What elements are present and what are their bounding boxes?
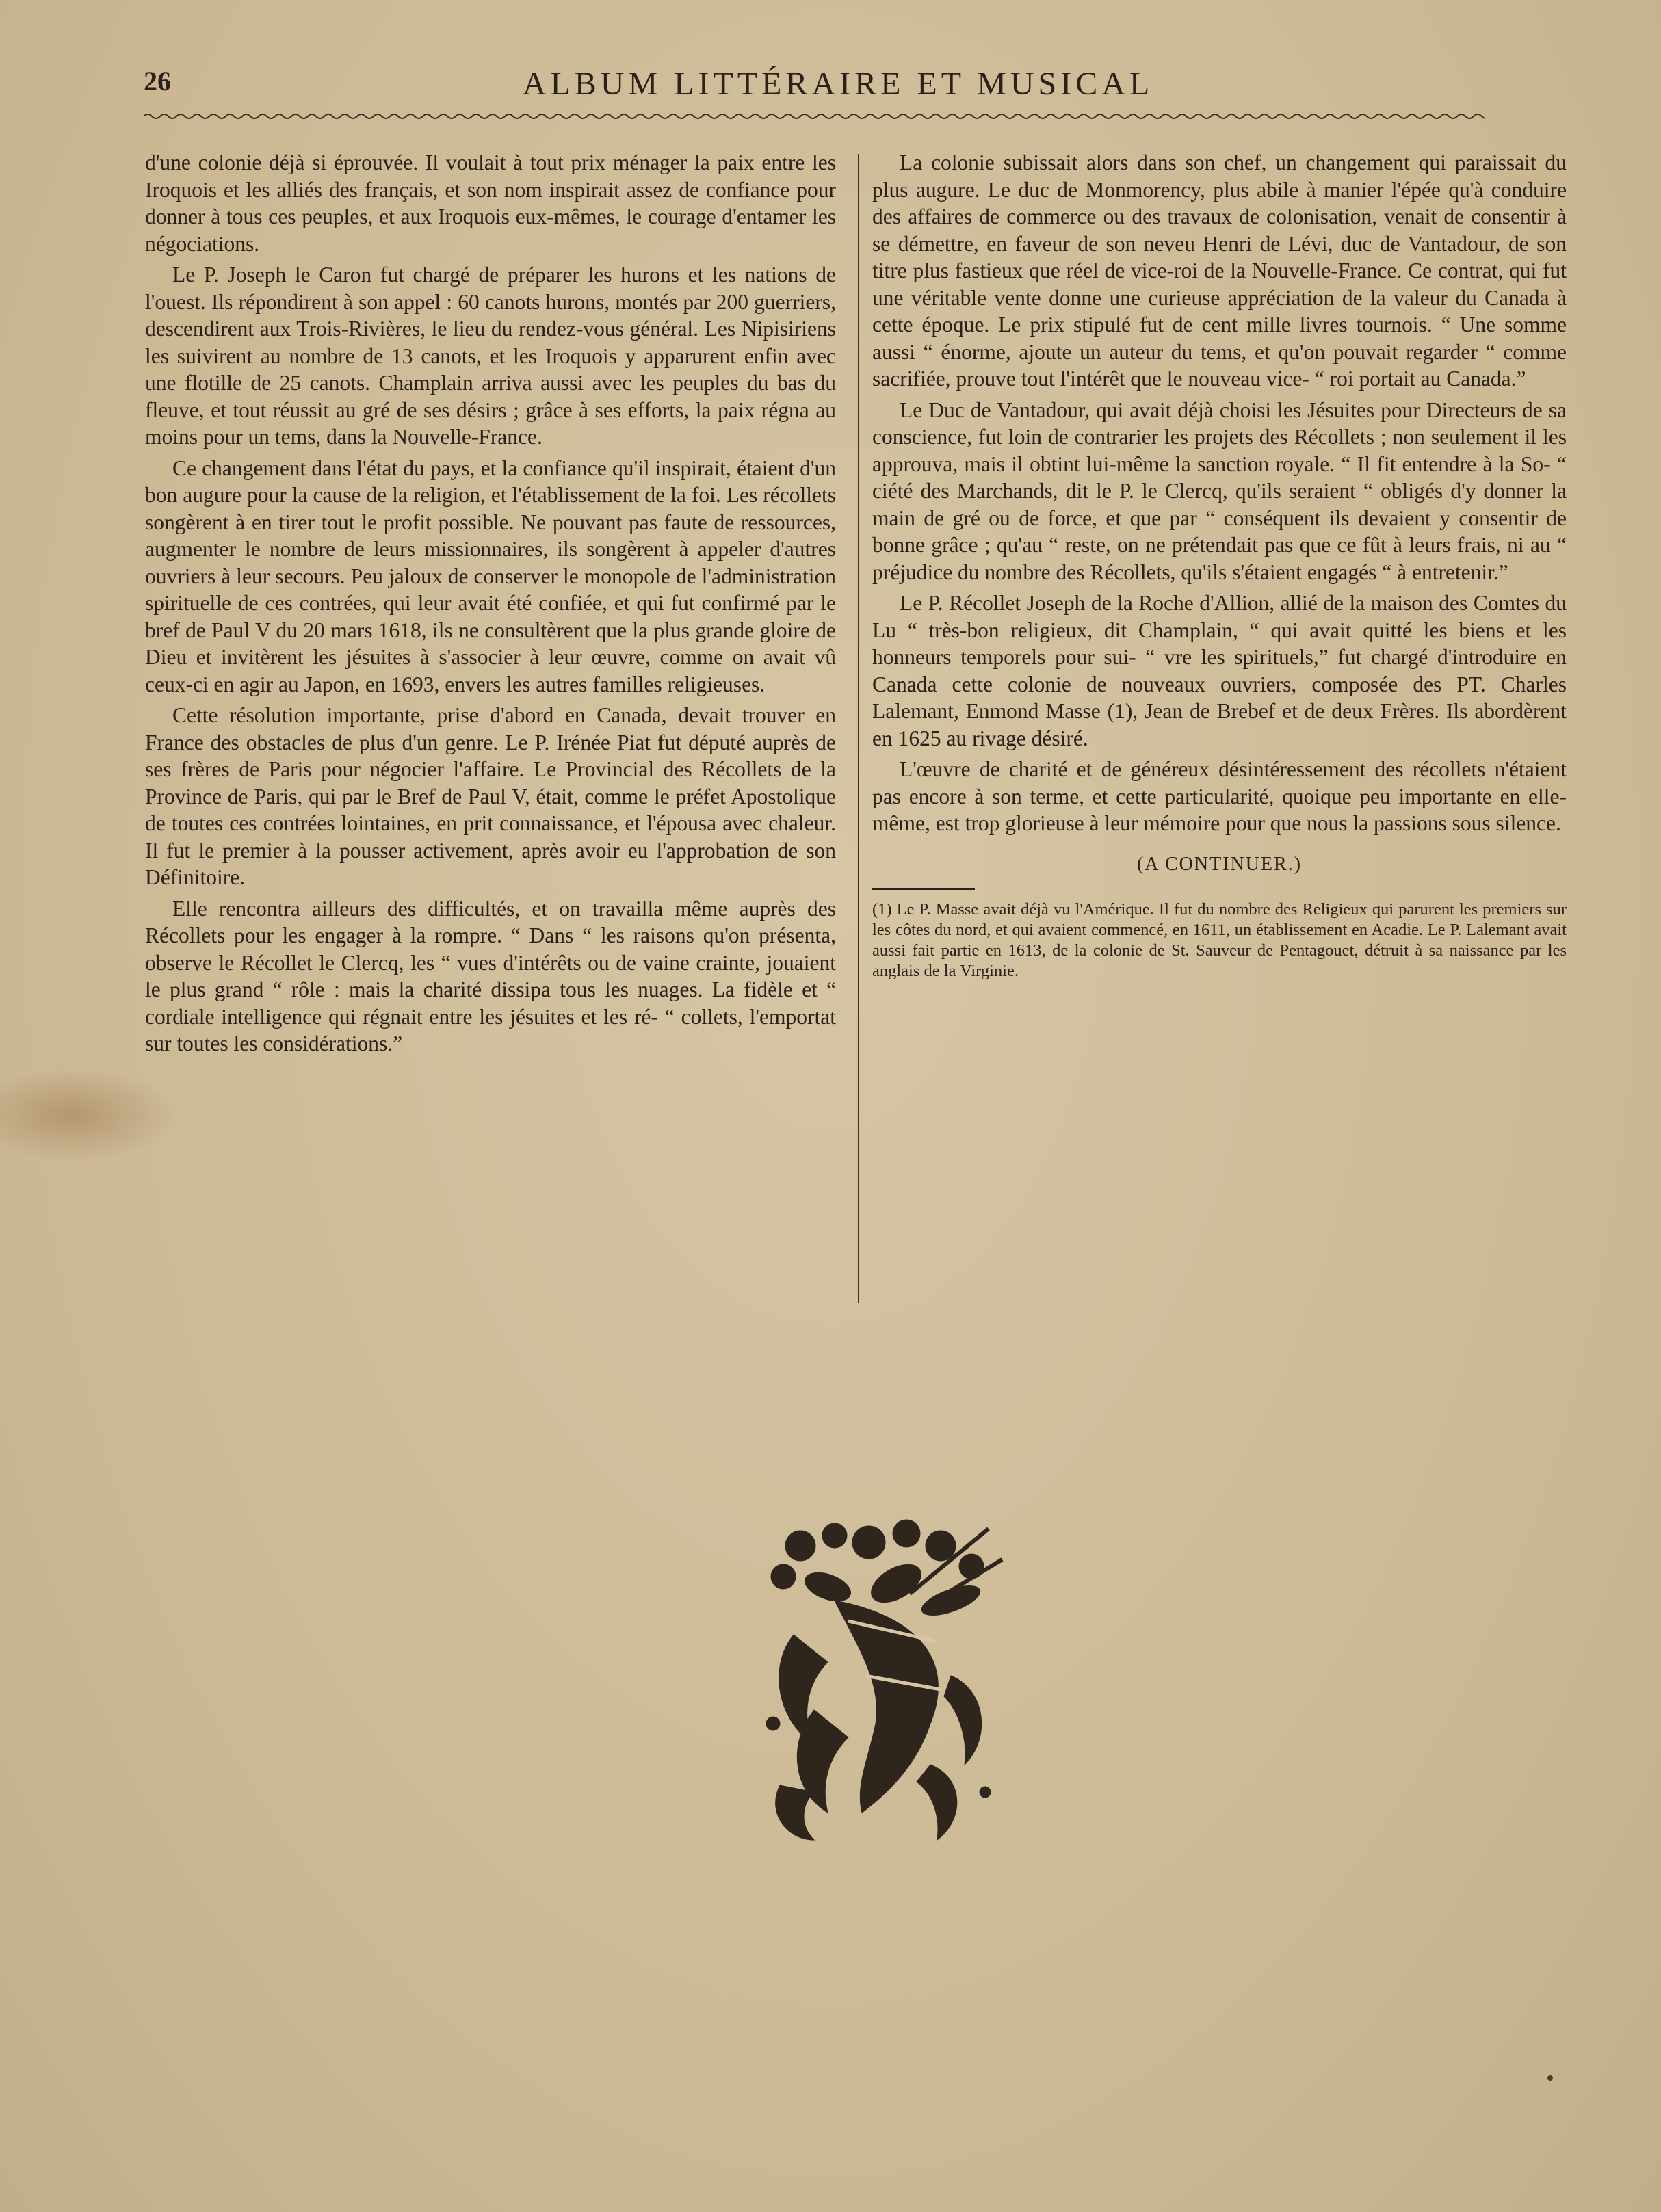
column-divider [858,154,859,1303]
paragraph: La colonie subissait alors dans son chef, un changement qui paraissait du plus augure. Le duc de Monmorency, plus abile à manier l'épée qu'à conduire des affaires de commerce ou des travaux de colonisation, venait de consentir à se démettre, en faveur de son neveu Henri de Lévi, duc de Vantadour, de son titre plus fastieux que réel de vice-roi de la Nouvelle-France. Ce contrat, qui fut une véritable vente donne une curieuse appréciation de la valeur du Canada à cette époque. Le prix stipulé fut de cent mille livres tournois. “ Une somme aussi “ énorme, ajoute un auteur du tems, et qu'on pouvait regarder “ comme sacrifiée, prouve tout l'intérêt que le nouveau vice- “ roi portait au Canada.” [872,150,1567,391]
left-column [145,149,836,1057]
cornucopia-ornament-icon [753,1518,1012,1847]
page-header [144,65,1532,113]
paragraph: Le P. Joseph le Caron fut chargé de préparer les hurons et les nations de l'ouest. Ils répondirent à son appel : 60 canots hurons, montés par 200 guerriers, descendirent aux Trois-Rivières, le lieu du rendez-vous général. Les Nipisiriens les suivirent au nombre de 13 canots, et les Iroquois y apparurent enfin avec une flotille de 25 canots. Champlain arriva aussi avec les peuples du bas du fleuve, et tout réussit au gré de ses désirs ; grâce à ses efforts, la paix régna au moins pour un tems, dans la Nouvelle-France. [145,263,836,449]
paragraph: Le P. Récollet Joseph de la Roche d'Allion, allié de la maison des Comtes du Lu “ très-bon religieux, dit Champlain, “ qui avait quitté les biens et les honneurs temporels pour sui- “ vre les spirituels,” fut chargé d'introduire en Canada cette colonie de nouveaux ouvriers, composée des PT. Charles Lalemant, Enmond Masse (1), Jean de Brebef et de deux Frères. Ils abordèrent en 1625 au rivage désiré. [872,591,1567,750]
right-column [872,149,1567,982]
footnote-rule [872,888,975,890]
paragraph: Ce changement dans l'état du pays, et la confiance qu'il inspirait, étaient d'un bon augure pour la cause de la religion, et l'établissement de la foi. Les récollets songèrent à en tirer tout le profit possible. Ne pouvant pas faute de ressources, augmenter le nombre de leurs missionnaires, ils songèrent à appeler d'autres ouvriers à leur secours. Peu jaloux de conserver le monopole de l'administration spirituelle de ces contrées, qui leur avait été confiée, et qui fut confirmé par le bref de Paul V du 20 mars 1618, ils ne consultèrent que la plus grande gloire de Dieu et invitèrent les jésuites à s'associer à leur œuvre, comme on avait vû ceux-ci en agir au Japon, en 1693, envers les autres familles religieuses. [145,456,836,696]
paragraph: Elle rencontra ailleurs des difficultés, et on travailla même auprès des Récollets pour les engager à la rompre. “ Dans “ les raisons qu'on présenta, observe le Récollet le Clercq, les “ vues d'intérêts ou de vaine crainte, jouaient le plus grand “ rôle : mais la charité dissipa tous les nuages. La fidèle et “ cordiale intelligence qui régnait entre les jésuites et les ré- “ collets, l'emportat sur toutes les considérations.” [145,896,836,1055]
paragraph: Le Duc de Vantadour, qui avait déjà choisi les Jésuites pour Directeurs de sa conscience, fut loin de contrarier les projets des Récollets ; non seulement il les approuva, mais il obtint lui-même la sanction royale. “ Il fit entendre à la So- “ ciété des Marchands, dit le P. le Clercq, qu'ils seraient “ obligés d'y donner la main de gré ou de force, et que par “ conséquent ils devaient y consentir de bonne grâce ; qu'au “ reste, on ne prétendait pas que ce fût à leurs frais, ni au “ préjudice du nombre des Récollets, qu'ils s'étaient engagés “ à entretenir.” [872,397,1567,584]
paragraph: Cette résolution importante, prise d'abord en Canada, devait trouver en France des obstacles de plus d'un genre. Le P. Irénée Piat fut député auprès de ses frères de Paris pour négocier l'affaire. Le Provincial des Récollets de la Province de Paris, qui par le Bref de Paul V, était, comme le préfet Apostolique de toutes ces contrées lointaines, en prit connaissance, et l'épousa avec chaleur. Il fut le premier à la pousser activement, après avoir eu l'approbation de son Définitoire. [145,703,836,889]
wavy-rule-icon [144,111,1485,122]
ink-speck [1547,2075,1553,2081]
paper-stain [0,1067,178,1163]
paragraph: d'une colonie déjà si éprouvée. Il voulait à tout prix ménager la paix entre les Iroquois et les alliés des français, et son nom inspirait assez de confiance pour donner à tous ces peuples, et aux Iroquois eux-mêmes, le courage d'entamer les négociations. [145,150,836,256]
continuation-note: (A CONTINUER.) [1136,853,1303,875]
footnote: (1) Le P. Masse avait déjà vu l'Amérique. Il fut du nombre des Religieux qui parurent les premiers sur les côtes du nord, et qui avaient commencé, en 1611, un établissement en Acadie. Le P. Lalemant avait aussi fait partie en 1613, de la colonie de St. Sauveur de Pentagouet, détruit à sa naissance par les anglais de la Virginie. [872,900,1567,980]
page-number: 26 [144,66,171,96]
paragraph: L'œuvre de charité et de généreux désintéressement des récollets n'étaient pas encore à son terme, et cette particularité, quoique peu importante en elle-même, est trop glorieuse à leur mémoire pour que nous la passions sous silence. [872,757,1567,835]
running-title: ALBUM LITTÉRAIRE ET MUSICAL [522,66,1154,102]
